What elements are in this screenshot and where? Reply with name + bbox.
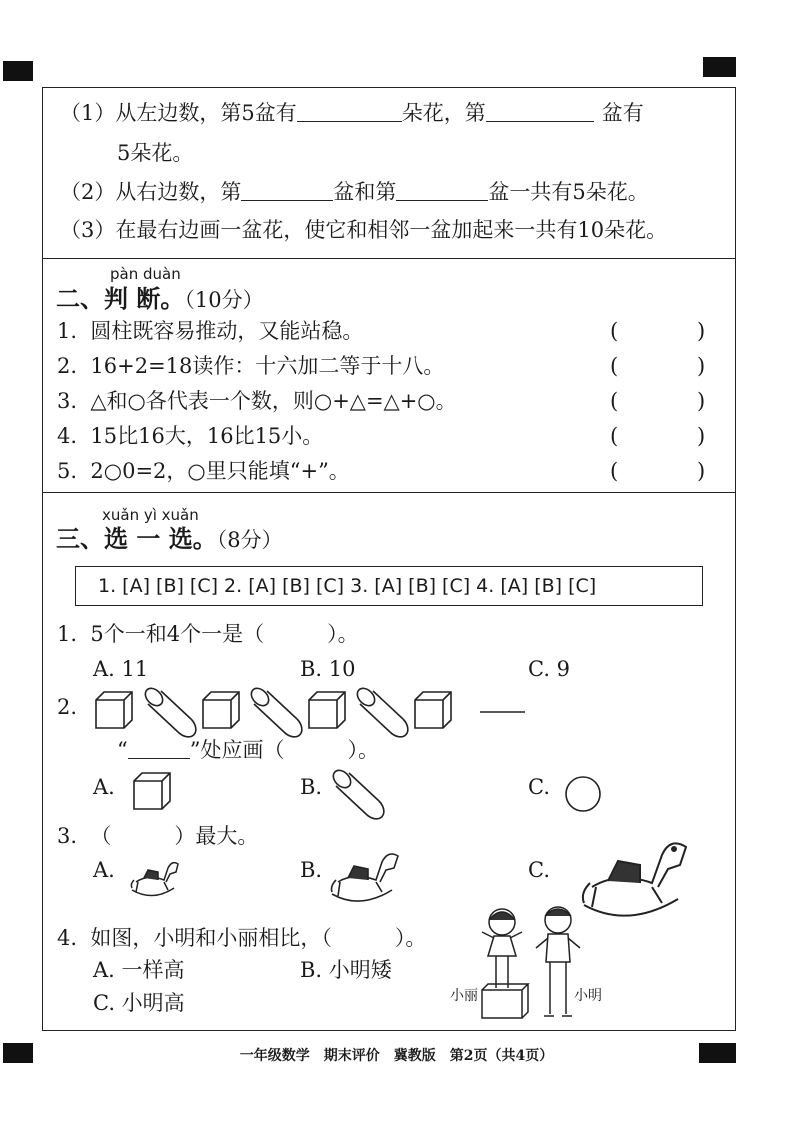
choice-q2-option-b[interactable]: B. <box>300 775 323 799</box>
judgement-answer-close[interactable]: ) <box>697 354 706 378</box>
part1-q1-line2: 5朵花。 <box>117 141 194 165</box>
judgement-answer-open[interactable]: ( <box>610 459 619 483</box>
judgement-item: 2. 16+2=18读作：十六加二等于十八。 <box>57 354 445 378</box>
choice-q4: 4. 如图，小明和小丽相比，（ ）。 <box>57 926 427 950</box>
section2-pinyin: pàn duàn <box>110 265 181 283</box>
cube-icon <box>309 692 345 728</box>
section2-title: 二、判 断。（10分） <box>56 284 264 313</box>
choice-q4-option-a[interactable]: A. 一样高 <box>93 958 185 982</box>
judgement-item: 1. 圆柱既容易推动，又能站稳。 <box>57 319 364 343</box>
answer-blank[interactable] <box>297 103 402 122</box>
answer-blank[interactable] <box>396 182 488 201</box>
rocking-horse-small-icon <box>128 852 188 902</box>
rocking-horse-large-icon <box>578 825 693 925</box>
shape-sequence <box>93 684 553 734</box>
section3-pinyin: xuǎn yì xuǎn <box>102 506 199 524</box>
page-footer: 一年级数学 期末评价 冀教版 第2页（共4页） <box>239 1048 554 1064</box>
choice-q4-option-b[interactable]: B. 小明矮 <box>300 958 392 982</box>
rocking-horse-medium-icon <box>328 842 403 907</box>
choice-q2-option-c[interactable]: C. <box>528 775 550 799</box>
cylinder-icon <box>333 770 383 820</box>
judgement-answer-open[interactable]: ( <box>610 424 619 448</box>
judgement-answer-close[interactable]: ) <box>697 459 706 483</box>
judgement-answer-open[interactable]: ( <box>610 354 619 378</box>
part1-q2: （2）从右边数，第 盆和第 盆一共有5朵花。 <box>60 180 649 204</box>
answer-sheet-box[interactable]: 1. [A] [B] [C] 2. [A] [B] [C] 3. [A] [B] [C] 4. [A] [B] [C] <box>75 566 703 606</box>
registration-mark-top-left <box>3 61 33 81</box>
cube-icon <box>203 692 239 728</box>
section-divider-2 <box>42 492 736 493</box>
cube-icon <box>96 692 132 728</box>
judgement-item: 3. △和○各代表一个数，则○+△=△+○。 <box>57 389 457 413</box>
part1-q1-line1: （1）从左边数，第5盆有 朵花，第 盆有 <box>60 101 644 125</box>
choice-q1: 1. 5个一和4个一是（ ）。 <box>57 622 359 646</box>
answer-blank[interactable] <box>486 103 594 122</box>
judgement-item: 4. 15比16大，16比15小。 <box>57 424 324 448</box>
choice-q1-option-a[interactable]: A. 11 <box>93 657 149 681</box>
choice-q3-option-a[interactable]: A. <box>93 858 115 882</box>
cube-icon <box>133 772 173 812</box>
judgement-answer-open[interactable]: ( <box>610 389 619 413</box>
cube-icon <box>415 692 451 728</box>
part1-q3: （3）在最右边画一盆花，使它和相邻一盆加起来一共有10朵花。 <box>60 218 668 242</box>
choice-q2-prompt: “ ”处应画（ ）。 <box>117 738 379 762</box>
answer-blank[interactable] <box>128 740 190 759</box>
judgement-answer-close[interactable]: ) <box>697 389 706 413</box>
section3-title: 三、选 一 选。（8分） <box>56 524 283 553</box>
section-divider-1 <box>42 258 736 259</box>
judgement-answer-open[interactable]: ( <box>610 319 619 343</box>
choice-q2-option-a[interactable]: A. <box>93 775 115 799</box>
choice-q4-option-c[interactable]: C. 小明高 <box>93 991 185 1015</box>
judgement-answer-close[interactable]: ) <box>697 424 706 448</box>
label-xiaoming: 小明 <box>574 988 602 1004</box>
cylinder-icon <box>248 685 302 737</box>
judgement-item: 5. 2○0=2，○里只能填“+”。 <box>57 459 350 483</box>
cylinder-icon <box>142 685 196 737</box>
choice-q1-option-c[interactable]: C. 9 <box>528 657 571 681</box>
choice-q1-option-b[interactable]: B. 10 <box>300 657 356 681</box>
label-xiaoli: 小丽 <box>450 988 478 1004</box>
girl-on-box-figure <box>474 902 534 1022</box>
choice-q3-option-c[interactable]: C. <box>528 858 550 882</box>
cylinder-icon <box>354 685 408 737</box>
sphere-icon <box>564 775 604 815</box>
choice-q3-option-b[interactable]: B. <box>300 858 323 882</box>
answer-blank[interactable] <box>241 182 333 201</box>
choice-q2-number: 2. <box>57 695 78 719</box>
judgement-answer-close[interactable]: ) <box>697 319 706 343</box>
choice-q3: 3. （ ）最大。 <box>57 824 259 848</box>
registration-mark-top-right <box>703 57 736 77</box>
